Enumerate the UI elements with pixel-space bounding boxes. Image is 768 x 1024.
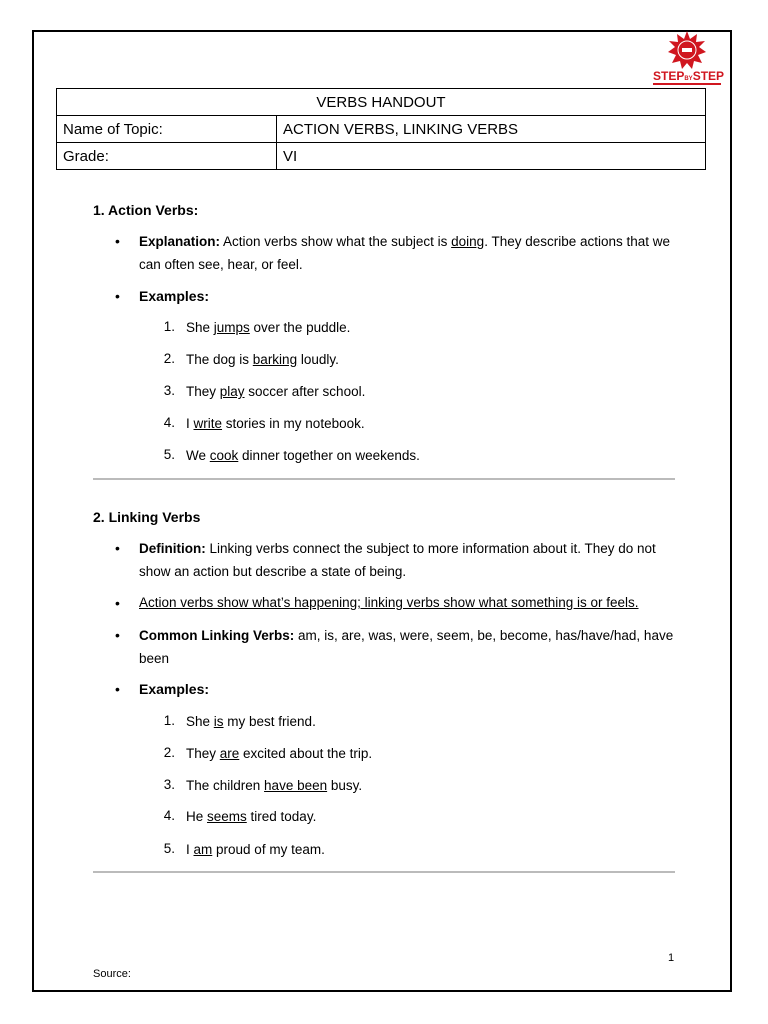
list-item: They play soccer after school. — [186, 384, 366, 399]
list-item: We cook dinner together on weekends. — [186, 448, 420, 463]
bullet-icon: • — [115, 627, 120, 643]
section2-heading: 2. Linking Verbs — [93, 509, 201, 525]
header-table — [56, 88, 706, 170]
section1-heading: 1. Action Verbs: — [93, 202, 199, 218]
explanation-pre: Action verbs show what the subject is — [220, 234, 452, 249]
svg-text:STEPBYSTEP — [653, 69, 724, 83]
logo-text-b: BY — [684, 76, 693, 82]
list-item: The dog is barking loudly. — [186, 352, 339, 367]
explanation-post: . They describe actions that we can often see, hear, or feel. — [139, 234, 671, 272]
list-item-number: 2. — [163, 351, 175, 366]
list-item: She jumps over the puddle. — [186, 320, 351, 335]
topic-label: Name of Topic: — [57, 116, 277, 143]
topic-value: ACTION VERBS, LINKING VERBS — [277, 116, 706, 143]
explanation-ul: doing — [451, 234, 485, 249]
source-label: Source: — [93, 968, 131, 980]
list-item-number: 5. — [163, 841, 175, 856]
section2-common-verbs — [139, 624, 679, 670]
logo-text-a: STEP — [653, 69, 685, 83]
list-item-number: 3. — [163, 383, 175, 398]
section2-definition — [139, 537, 679, 583]
bullet-icon: • — [115, 681, 120, 697]
definition-label: Definition: — [139, 541, 206, 556]
list-item: They are excited about the trip. — [186, 746, 373, 761]
list-item-number: 1. — [163, 713, 175, 728]
explanation-label: Explanation: — [139, 234, 221, 249]
bullet-icon: • — [115, 288, 120, 304]
section2-examples-label: Examples: — [139, 681, 210, 697]
handout-title: VERBS HANDOUT — [57, 89, 706, 116]
definition-text: Linking verbs connect the subject to more information about it. They do not show an action but describe a state of being. — [139, 541, 656, 579]
list-item: I write stories in my notebook. — [186, 416, 365, 431]
list-item: I am proud of my team. — [186, 842, 325, 857]
list-item: She is my best friend. — [186, 714, 316, 729]
section2-note: Action verbs show what’s happening; linking verbs show what something is or feels. — [139, 595, 639, 610]
list-item: He seems tired today. — [186, 809, 317, 824]
bullet-icon: • — [115, 233, 120, 249]
list-item-number: 4. — [163, 415, 175, 430]
list-item-number: 1. — [163, 319, 175, 334]
divider — [93, 871, 675, 873]
grade-label: Grade: — [57, 143, 277, 170]
page-number: 1 — [668, 952, 675, 964]
section1-explanation — [139, 230, 679, 276]
divider — [93, 478, 675, 480]
bullet-icon: • — [115, 540, 120, 556]
common-label: Common Linking Verbs: — [139, 628, 295, 643]
grade-value: VI — [277, 143, 706, 170]
common-text: am, is, are, was, were, seem, be, become, has/have/had, have been — [139, 628, 674, 666]
bullet-icon: • — [115, 595, 120, 611]
list-item: The children have been busy. — [186, 778, 363, 793]
list-item-number: 2. — [163, 745, 175, 760]
step-by-step-logo — [650, 30, 724, 88]
logo-text-c: STEP — [692, 69, 724, 83]
list-item-number: 4. — [163, 808, 175, 823]
section1-examples-label: Examples: — [139, 288, 210, 304]
list-item-number: 5. — [163, 447, 175, 462]
list-item-number: 3. — [163, 777, 175, 792]
